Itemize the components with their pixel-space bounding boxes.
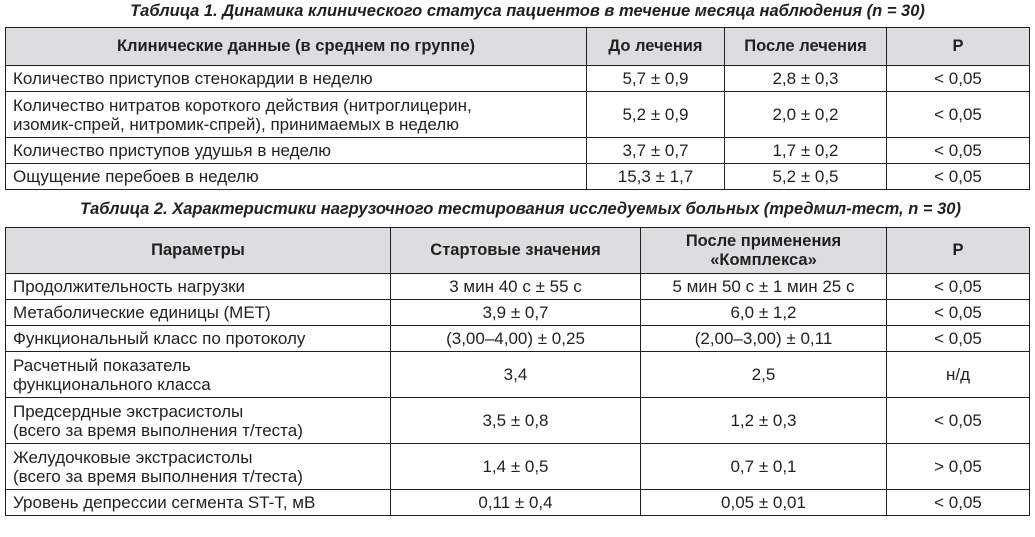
row-label: Количество нитратов короткого действия (нитроглицерин, изомик-спрей, нитромик-спрей), принимаемых в неделю xyxy=(6,92,587,138)
cell-start: 3 мин 40 с ± 55 с xyxy=(391,274,641,300)
row-label: Ощущение перебоев в неделю xyxy=(6,164,587,190)
cell-p: < 0,05 xyxy=(887,326,1030,352)
row-label: Расчетный показатель функционального класса xyxy=(6,352,391,398)
cell-start: 3,5 ± 0,8 xyxy=(391,398,641,444)
table-row xyxy=(6,352,1030,398)
row-label: Количество приступов удушья в неделю xyxy=(6,138,587,164)
cell-p: < 0,05 xyxy=(887,66,1030,92)
row-label: Продолжительность нагрузки xyxy=(6,274,391,300)
row-label: Метаболические единицы (МЕТ) xyxy=(6,300,391,326)
table-row xyxy=(6,398,1030,444)
table-row xyxy=(6,66,1030,92)
row-label: Предсердные экстрасистолы (всего за время выполнения т/теста) xyxy=(6,398,391,444)
cell-after: 0,05 ± 0,01 xyxy=(641,490,887,516)
table1-header-before: До лечения xyxy=(587,28,725,66)
table-row xyxy=(6,138,1030,164)
cell-start: 3,4 xyxy=(391,352,641,398)
cell-p: > 0,05 xyxy=(887,444,1030,490)
cell-p: < 0,05 xyxy=(887,274,1030,300)
cell-p: < 0,05 xyxy=(887,398,1030,444)
table-row xyxy=(6,300,1030,326)
table-row xyxy=(6,164,1030,190)
table1-header-row xyxy=(6,28,1030,66)
treadmill-test-table xyxy=(5,227,1030,516)
table1-header-clinical-data: Клинические данные (в среднем по группе) xyxy=(6,28,587,66)
table1-header-after: После лечения xyxy=(725,28,887,66)
row-label: Желудочковые экстрасистолы (всего за время выполнения т/теста) xyxy=(6,444,391,490)
table1-caption: Таблица 1. Динамика клинического статуса пациентов в течение месяца наблюдения (n = 30) xyxy=(130,2,925,20)
cell-after: 2,8 ± 0,3 xyxy=(725,66,887,92)
cell-p: < 0,05 xyxy=(887,92,1030,138)
table2-header-p: P xyxy=(887,228,1030,274)
cell-start: 3,9 ± 0,7 xyxy=(391,300,641,326)
table-row xyxy=(6,490,1030,516)
table-row xyxy=(6,274,1030,300)
cell-after: (2,00–3,00) ± 0,11 xyxy=(641,326,887,352)
table2-caption: Таблица 2. Характеристики нагрузочного тестирования исследуемых больных (тредмил-тест, n = 30) xyxy=(80,200,961,218)
cell-after: 1,2 ± 0,3 xyxy=(641,398,887,444)
cell-before: 3,7 ± 0,7 xyxy=(587,138,725,164)
table-row xyxy=(6,326,1030,352)
cell-after: 2,5 xyxy=(641,352,887,398)
cell-after: 1,7 ± 0,2 xyxy=(725,138,887,164)
table-row xyxy=(6,444,1030,490)
cell-before: 15,3 ± 1,7 xyxy=(587,164,725,190)
cell-before: 5,7 ± 0,9 xyxy=(587,66,725,92)
cell-p: н/д xyxy=(887,352,1030,398)
row-label: Уровень депрессии сегмента ST-T, мВ xyxy=(6,490,391,516)
cell-after: 6,0 ± 1,2 xyxy=(641,300,887,326)
cell-p: < 0,05 xyxy=(887,138,1030,164)
table2-header-parameters: Параметры xyxy=(6,228,391,274)
cell-p: < 0,05 xyxy=(887,300,1030,326)
table2-header-after: После применения «Комплекса» xyxy=(641,228,887,274)
cell-start: 1,4 ± 0,5 xyxy=(391,444,641,490)
cell-after: 5,2 ± 0,5 xyxy=(725,164,887,190)
table2-header-row xyxy=(6,228,1030,274)
table1-header-p: P xyxy=(887,28,1030,66)
cell-after: 2,0 ± 0,2 xyxy=(725,92,887,138)
cell-start: (3,00–4,00) ± 0,25 xyxy=(391,326,641,352)
cell-p: < 0,05 xyxy=(887,164,1030,190)
cell-after: 0,7 ± 0,1 xyxy=(641,444,887,490)
table-row xyxy=(6,92,1030,138)
cell-p: < 0,05 xyxy=(887,490,1030,516)
cell-start: 0,11 ± 0,4 xyxy=(391,490,641,516)
cell-after: 5 мин 50 с ± 1 мин 25 с xyxy=(641,274,887,300)
row-label: Функциональный класс по протоколу xyxy=(6,326,391,352)
table2-header-start: Стартовые значения xyxy=(391,228,641,274)
row-label: Количество приступов стенокардии в неделю xyxy=(6,66,587,92)
clinical-status-table xyxy=(5,27,1030,190)
cell-before: 5,2 ± 0,9 xyxy=(587,92,725,138)
